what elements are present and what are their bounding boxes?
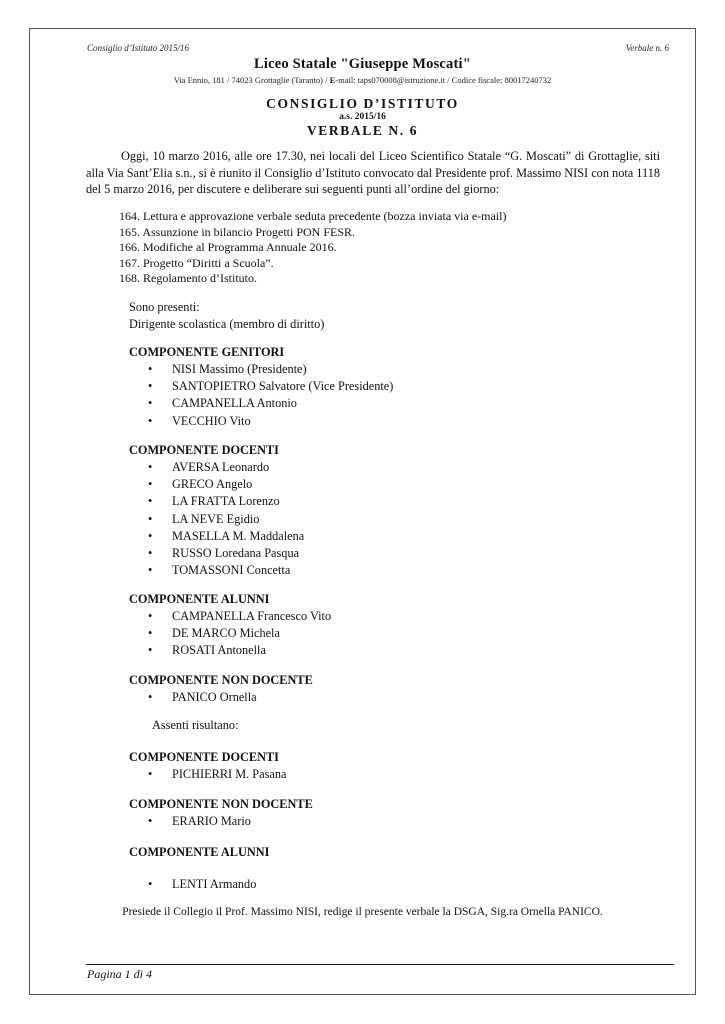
closing-statement: Presiede il Collegio il Prof. Massimo NISI, redige il presente verbale la DSGA, Sig.ra Ornella PANICO. [122, 906, 603, 918]
list-item: • PICHIERRI M. Pasana [148, 766, 286, 783]
list-item: • ERARIO Mario [148, 813, 251, 830]
bullet-icon: • [148, 643, 153, 658]
agenda-item: 166. Modifiche al Programma Annuale 2016. [119, 240, 337, 254]
dirigente-line: Dirigente scolastica (membro di diritto) [129, 317, 325, 331]
bullet-icon: • [148, 528, 153, 543]
list-item: • LENTI Armando [148, 876, 256, 893]
list-alunni [148, 608, 331, 660]
running-header-right: Verbale n. 6 [625, 43, 669, 53]
list-item: • ROSATI Antonella [148, 642, 331, 659]
absent-list-alunni [148, 876, 256, 893]
absent-list-non-docente [148, 813, 251, 830]
list-item: • GRECO Angelo [148, 476, 304, 493]
present-label: Sono presenti: [129, 300, 200, 314]
agenda-item: 167. Progetto “Diritti a Scuola”. [119, 255, 274, 270]
running-header-left: Consiglio d’Istituto 2015/16 [87, 43, 190, 53]
list-item: • CAMPANELLA Antonio [148, 395, 393, 412]
list-item: • CAMPANELLA Francesco Vito [148, 608, 331, 625]
list-item: • DE MARCO Michela [148, 625, 331, 642]
section-title-alunni: COMPONENTE ALUNNI [129, 592, 270, 606]
absent-label: Assenti risultano: [152, 718, 239, 732]
agenda-item: 168. Regolamento d’Istituto. [119, 271, 257, 285]
agenda-item: 165. Assunzione in bilancio Progetti PON FESR. [119, 224, 356, 239]
absent-title-docenti: COMPONENTE DOCENTI [129, 750, 279, 764]
list-item: • LA FRATTA Lorenzo [148, 493, 304, 510]
list-item: • VECCHIO Vito [148, 413, 393, 430]
bullet-icon: • [148, 460, 153, 474]
absent-title-non-docente: COMPONENTE NON DOCENTE [129, 797, 313, 811]
bullet-icon: • [148, 494, 153, 509]
agenda-list [119, 209, 506, 287]
list-item: • NISI Massimo (Presidente) [148, 361, 393, 378]
bullet-icon: • [148, 413, 153, 428]
council-title: CONSIGLIO D’ISTITUTO [266, 96, 459, 111]
footer-divider [86, 964, 674, 965]
bullet-icon: • [148, 477, 153, 492]
list-item: • SANTOPIETRO Salvatore (Vice Presidente) [148, 378, 393, 395]
list-item: • PANICO Ornella [148, 689, 257, 706]
page-number: Pagina 1 di 4 [87, 967, 152, 981]
bullet-icon: • [148, 767, 153, 781]
bullet-icon: • [148, 814, 153, 828]
school-year: a.s. 2015/16 [339, 112, 386, 122]
list-genitori [148, 361, 393, 430]
list-item: • MASELLA M. Maddalena [148, 528, 304, 545]
section-title-genitori: COMPONENTE GENITORI [129, 345, 285, 359]
bullet-icon: • [148, 877, 153, 891]
absent-list-docenti [148, 766, 286, 783]
bullet-icon: • [148, 690, 153, 704]
absent-title-alunni: COMPONENTE ALUNNI [129, 845, 270, 859]
list-item: • TOMASSONI Concetta [148, 562, 304, 579]
bullet-icon: • [148, 396, 153, 411]
bullet-icon: • [148, 362, 153, 376]
bullet-icon: • [148, 546, 153, 561]
school-address: Via Ennio, 181 / 74023 Grottaglie (Taranto) / E-mail: taps070008@istruzione.it / Codice fiscale: 80017240732 [173, 75, 552, 85]
section-title-docenti: COMPONENTE DOCENTI [129, 443, 279, 457]
list-non-docente [148, 689, 257, 706]
list-item: • RUSSO Loredana Pasqua [148, 545, 304, 562]
school-name: Liceo Statale "Giuseppe Moscati" [253, 56, 472, 72]
list-docenti [148, 459, 304, 579]
verbale-title: VERBALE N. 6 [306, 123, 419, 138]
bullet-icon: • [148, 379, 153, 394]
bullet-icon: • [148, 511, 153, 526]
section-title-non-docente: COMPONENTE NON DOCENTE [129, 673, 313, 687]
bullet-icon: • [148, 626, 153, 641]
bullet-icon: • [148, 609, 153, 623]
list-item: • AVERSA Leonardo [148, 459, 304, 476]
agenda-item: 164. Lettura e approvazione verbale seduta precedente (bozza inviata via e-mail) [119, 209, 507, 223]
bullet-icon: • [148, 563, 153, 578]
intro-paragraph: Oggi, 10 marzo 2016, alle ore 17.30, nei locali del Liceo Scientifico Statale “G. Moscati” di Grottaglie, siti alla Via Sant’Elia s.n., si è riunito il Consiglio d’Istituto convocato dal Presidente prof. Massimo NISI con nota 1118 del 5 marzo 2016, per discutere e deliberare sui seguenti punti all’ordine del giorno: [86, 149, 660, 196]
list-item: • LA NEVE Egidio [148, 511, 304, 528]
